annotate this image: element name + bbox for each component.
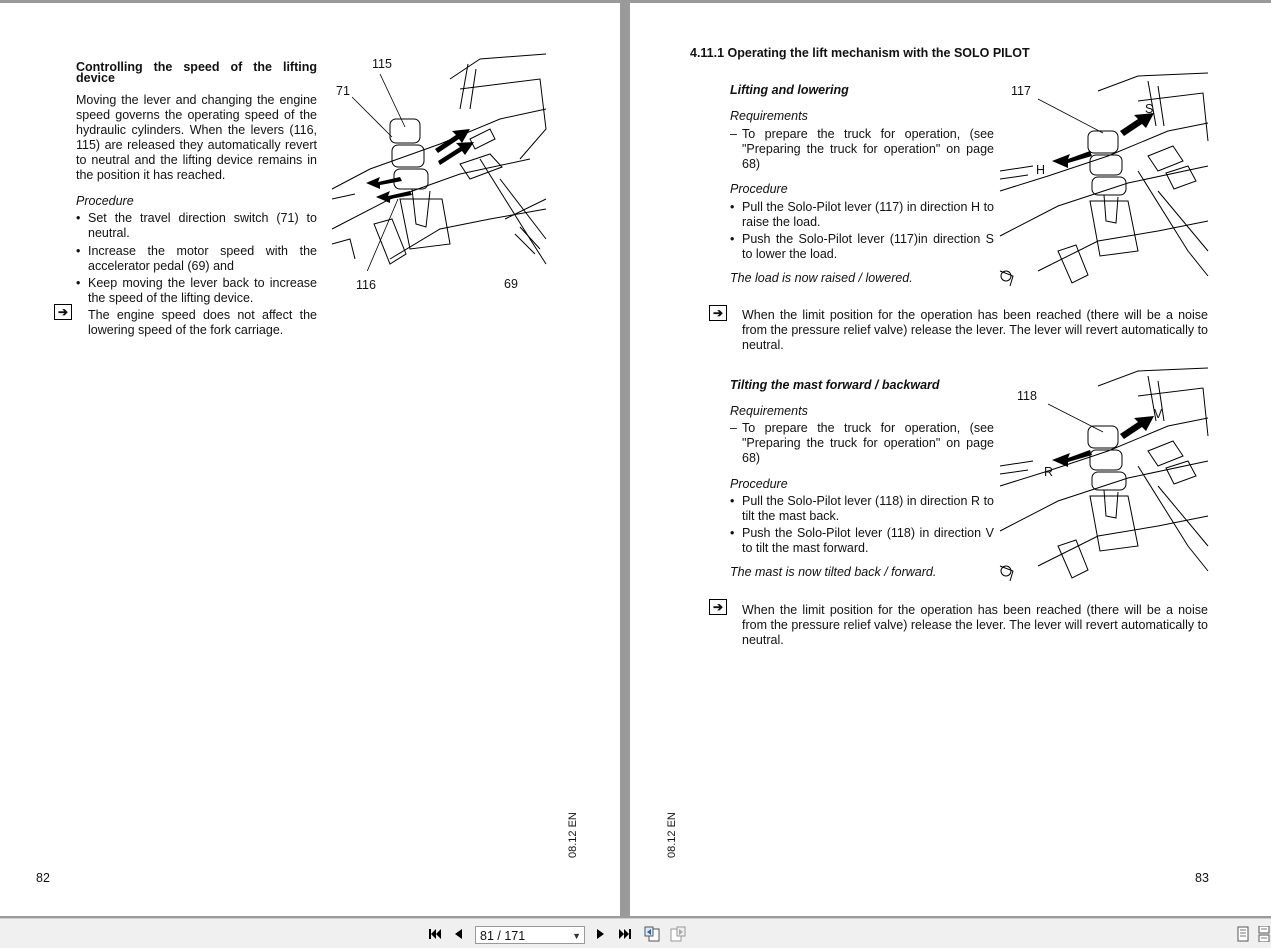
previous-page-icon[interactable]	[449, 925, 467, 943]
callout-71: 71	[336, 84, 350, 98]
note-text: When the limit position for the operation has been reached (there will be a noise from the pressure relief valve) release the lever. The lever will revert automatically to neutral.	[742, 603, 1208, 647]
last-page-icon[interactable]	[616, 925, 634, 943]
page-number: 82	[36, 871, 50, 885]
callout-v: V	[1154, 407, 1163, 421]
procedure-label: Procedure	[730, 182, 788, 196]
callout-r: R	[1044, 465, 1054, 479]
list-item: • Set the travel direction switch (71) to neutral.	[76, 211, 317, 240]
callout-115: 115	[372, 57, 392, 71]
requirements-label: Requirements	[730, 109, 808, 123]
section-title: 4.11.1 Operating the lift mechanism with the SOLO PILOT	[690, 46, 1030, 60]
previous-view-icon[interactable]	[643, 925, 661, 943]
requirements-label: Requirements	[730, 404, 808, 418]
left-heading: Controlling the speed of the lifting device	[76, 60, 317, 85]
list-item: • Keep moving the lever back to increase the speed of the lifting device.	[76, 276, 317, 305]
note-arrow-icon: ➔	[709, 305, 727, 321]
lever-figure-left	[330, 49, 548, 271]
callout-s: S	[1145, 102, 1154, 116]
lever-figure-lift	[998, 71, 1210, 289]
subsection-title: Tilting the mast forward / backward	[730, 378, 940, 392]
continuous-page-icon[interactable]	[1255, 925, 1271, 943]
next-page-icon[interactable]	[592, 925, 610, 943]
list-item: • Increase the motor speed with the accelerator pedal (69) and	[76, 244, 317, 273]
list-item: • Pull the Solo-Pilot lever (118) in direction R to tilt the mast back.	[730, 494, 994, 523]
callout-h: H	[1036, 163, 1046, 177]
list-item: – To prepare the truck for operation, (see "Preparing the truck for operation" on page 68)	[730, 127, 994, 171]
callout-117: 117	[1011, 84, 1031, 98]
note-arrow-icon: ➔	[54, 304, 72, 320]
single-page-icon[interactable]	[1234, 925, 1252, 943]
list-item: • Push the Solo-Pilot lever (117)in direction S to lower the load.	[730, 232, 994, 261]
footer-code: 08.12 EN	[666, 812, 678, 858]
procedure-label: Procedure	[730, 477, 788, 491]
next-view-icon[interactable]	[669, 925, 687, 943]
page-number-input[interactable]: 81 / 171 ▼	[475, 926, 585, 944]
result-text: The mast is now tilted back / forward.	[730, 565, 937, 579]
callout-69: 69	[504, 277, 518, 291]
page-number: 83	[1195, 871, 1209, 885]
left-note: The engine speed does not affect the lowering speed of the fork carriage.	[88, 308, 317, 337]
note-text: When the limit position for the operation has been reached (there will be a noise from the pressure relief valve) release the lever. The lever will revert automatically to neutral.	[742, 308, 1208, 352]
right-page	[630, 3, 1271, 916]
navigation-toolbar	[0, 918, 1271, 948]
list-item: • Push the Solo-Pilot lever (118) in direction V to tilt the mast forward.	[730, 526, 994, 555]
callout-116: 116	[356, 278, 376, 292]
left-intro: Moving the lever and changing the engine speed governs the operating speed of the hydraulic cylinders. When the levers (116, 115) are released they automatically revert to neutral and the lifting device remains in the position it has reached.	[76, 93, 317, 182]
list-item: • Pull the Solo-Pilot lever (117) in direction H to raise the load.	[730, 200, 994, 229]
result-text: The load is now raised / lowered.	[730, 271, 913, 285]
list-item: – To prepare the truck for operation, (see "Preparing the truck for operation" on page 68)	[730, 421, 994, 465]
callout-118: 118	[1017, 389, 1037, 403]
left-procedure-label: Procedure	[76, 194, 134, 208]
subsection-title: Lifting and lowering	[730, 83, 849, 97]
left-page	[0, 3, 620, 916]
first-page-icon[interactable]	[426, 925, 444, 943]
footer-code: 08.12 EN	[567, 812, 579, 858]
note-arrow-icon: ➔	[709, 599, 727, 615]
